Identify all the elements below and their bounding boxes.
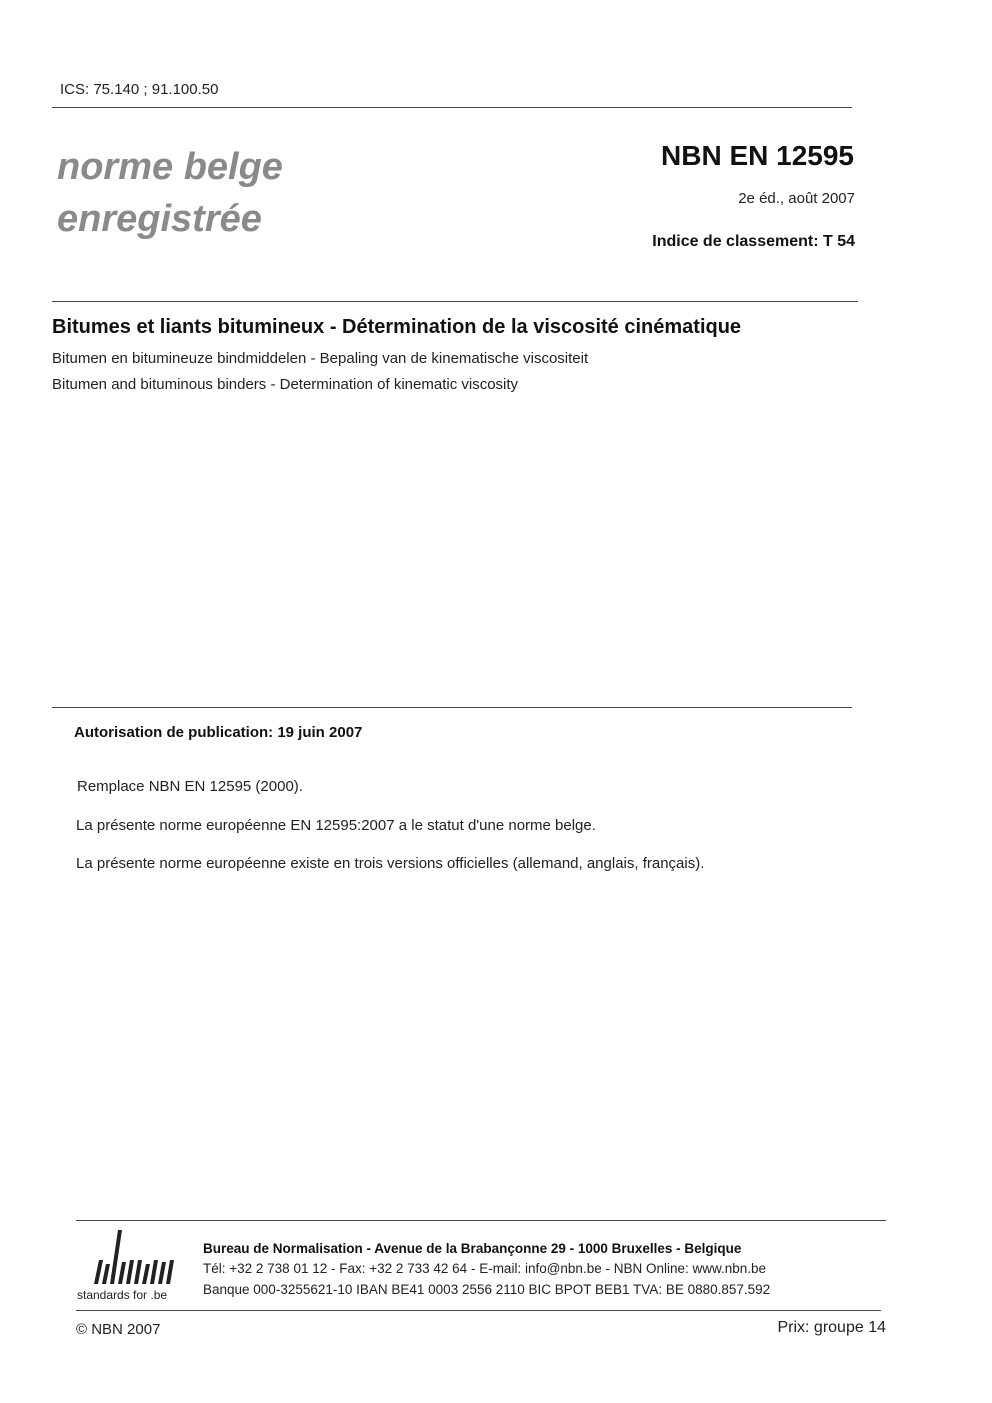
norme-belge-label (57, 141, 457, 245)
copyright: © NBN 2007 (76, 1321, 161, 1338)
footer-top-divider (76, 1220, 886, 1221)
edition-date: 2e éd., août 2007 (738, 190, 855, 207)
footer-bottom-divider (76, 1310, 881, 1311)
title-divider (52, 301, 858, 302)
status-note: La présente norme européenne EN 12595:2007 a le statut d'une norme belge. (76, 817, 596, 834)
ics-code: ICS: 75.140 ; 91.100.50 (60, 81, 219, 98)
title-french: Bitumes et liants bitumineux - Détermination de la viscosité cinématique (52, 316, 742, 338)
footer-contact: Tél: +32 2 738 01 12 - Fax: +32 2 733 42 64 - E-mail: info@nbn.be - NBN Online: www.nbn.be (203, 1261, 767, 1276)
publication-divider (52, 707, 852, 708)
norme-line-1: norme belge (57, 146, 283, 188)
footer-bank: Banque 000-3255621-10 IBAN BE41 0003 2556 2110 BIC BPOT BEB1 TVA: BE 0880.857.592 (203, 1282, 771, 1297)
versions-note: La présente norme européenne existe en trois versions officielles (allemand, anglais, français). (76, 855, 705, 872)
publication-authorisation: Autorisation de publication: 19 juin 2007 (74, 724, 363, 741)
classification-index: Indice de classement: T 54 (652, 233, 855, 250)
standard-number: NBN EN 12595 (661, 140, 854, 171)
replaces-note: Remplace NBN EN 12595 (2000). (77, 778, 303, 795)
price-group: Prix: groupe 14 (777, 1319, 886, 1336)
logo-tagline: standards for .be (77, 1288, 168, 1302)
footer-address: Bureau de Normalisation - Avenue de la Brabançonne 29 - 1000 Bruxelles - Belgique (203, 1241, 742, 1256)
header-divider (52, 107, 852, 108)
title-english: Bitumen and bituminous binders - Determination of kinematic viscosity (52, 376, 519, 393)
title-dutch: Bitumen en bitumineuze bindmiddelen - Bepaling van de kinematische viscositeit (52, 350, 589, 367)
norme-line-2: enregistrée (57, 198, 262, 240)
